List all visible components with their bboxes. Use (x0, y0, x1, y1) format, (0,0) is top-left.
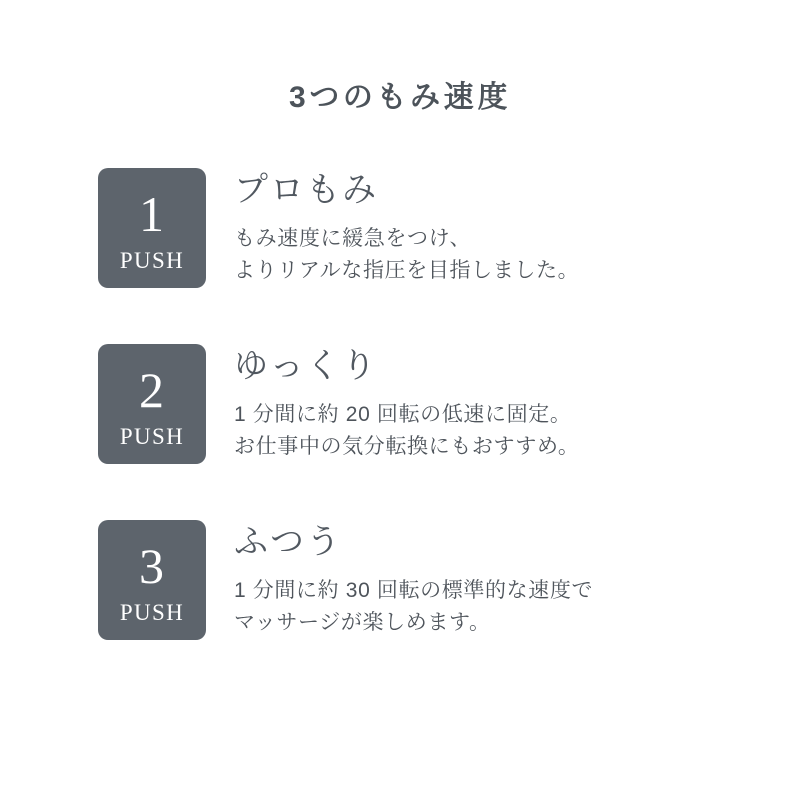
item-description-line: よりリアルな指圧を目指しました。 (234, 259, 580, 283)
item-heading: ゆっくり (234, 347, 378, 385)
item-heading: ふつう (234, 523, 343, 561)
badge-number: 3 (139, 537, 165, 594)
badge-1 (98, 168, 206, 288)
item-text-block (234, 168, 579, 288)
item-description-line: 1 分間に約 20 回転の低速に固定。 (234, 402, 572, 426)
item-description-line: 1 分間に約 30 回転の標準的な速度で (234, 578, 594, 602)
badge-3 (98, 520, 206, 640)
badge-number: 1 (139, 185, 165, 242)
item-description-line: もみ速度に緩急をつけ、 (234, 226, 472, 250)
page-title: 3つのもみ速度 (289, 81, 511, 114)
speed-mode-list (0, 168, 800, 640)
badge-push-label: PUSH (119, 423, 185, 449)
badge-number: 2 (139, 361, 165, 418)
item-description-line: マッサージが楽しめます。 (234, 611, 491, 635)
item-description-line: お仕事中の気分転換にもおすすめ。 (234, 435, 580, 459)
badge-push-label: PUSH (119, 247, 185, 273)
item-text-block (234, 520, 593, 640)
item-text-block (234, 344, 579, 464)
list-item (98, 520, 740, 640)
list-item (98, 344, 740, 464)
badge-push-label: PUSH (119, 599, 185, 625)
item-heading: プロもみ (234, 171, 379, 209)
list-item (98, 168, 740, 288)
badge-2 (98, 344, 206, 464)
